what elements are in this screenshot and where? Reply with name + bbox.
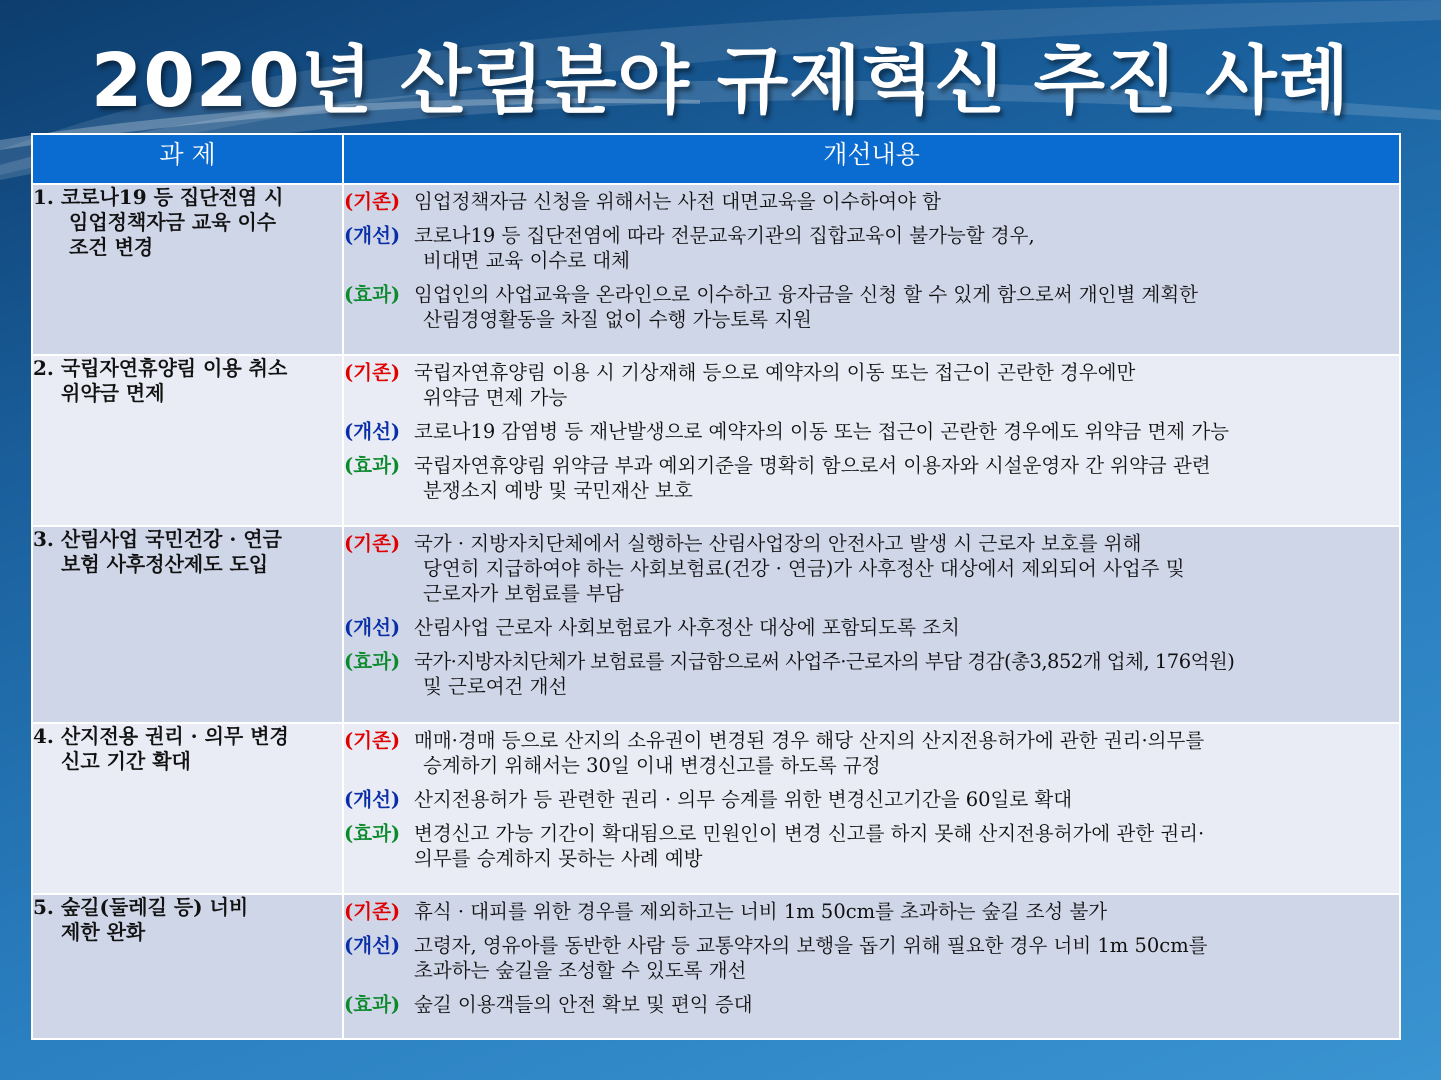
tag-base: (기존) — [344, 361, 401, 384]
task-line: 3. 산림사업 국민건강 · 연금 — [33, 527, 282, 551]
task-line: 위약금 면제 — [61, 381, 165, 405]
text-line: 승계하기 위해서는 30일 이내 변경신고를 하도록 규정 — [423, 754, 881, 777]
text-line: 위약금 면제 가능 — [423, 386, 568, 409]
text-line: 분쟁소지 예방 및 국민재산 보호 — [423, 479, 693, 502]
task-cell — [32, 184, 343, 355]
item-improvement — [344, 223, 1399, 273]
task-line: 제한 완화 — [61, 920, 146, 944]
text-line: 휴식 · 대피를 위한 경우를 제외하고는 너비 1m 50cm를 초과하는 숲길 조성 불가 — [414, 900, 1108, 923]
item-improvement — [344, 419, 1399, 444]
text-line: 의무를 승계하지 못하는 사례 예방 — [414, 847, 703, 870]
item-base — [344, 189, 1399, 214]
task-cell — [32, 723, 343, 894]
text-line: 당연히 지급하여야 하는 사회보험료(건강 · 연금)가 사후정산 대상에서 제외되어 사업주 및 — [423, 557, 1185, 580]
table-row — [32, 526, 1400, 723]
tag-base: (기존) — [344, 729, 401, 752]
tag-improvement: (개선) — [344, 934, 401, 957]
item-effect — [344, 282, 1399, 332]
text-line: 국립자연휴양림 위약금 부과 예외기준을 명확히 함으로서 이용자와 시설운영자 간 위약금 관련 — [414, 454, 1211, 477]
text-line: 고령자, 영유아를 동반한 사람 등 교통약자의 보행을 돕기 위해 필요한 경우 너비 1m 50cm를 — [414, 934, 1208, 957]
item-improvement — [344, 787, 1399, 812]
details-cell — [343, 526, 1400, 723]
task-line: 임업정책자금 교육 이수 — [69, 210, 277, 234]
text-line: 산림경영활동을 차질 없이 수행 가능토록 지원 — [423, 308, 812, 331]
text-line: 산림사업 근로자 사회보험료가 사후정산 대상에 포함되도록 조치 — [414, 616, 960, 639]
tag-base: (기존) — [344, 900, 401, 923]
text-line: 국립자연휴양림 이용 시 기상재해 등으로 예약자의 이동 또는 접근이 곤란한 경우에만 — [414, 361, 1136, 384]
item-improvement — [344, 933, 1399, 983]
text-line: 변경신고 가능 기간이 확대됨으로 민원인이 변경 신고를 하지 못해 산지전용허가에 관한 권리· — [414, 822, 1205, 845]
text-line: 숲길 이용객들의 안전 확보 및 편익 증대 — [414, 993, 753, 1016]
tag-improvement: (개선) — [344, 420, 401, 443]
details-cell — [343, 723, 1400, 894]
table-row — [32, 723, 1400, 894]
text-line: 코로나19 감염병 등 재난발생으로 예약자의 이동 또는 접근이 곤란한 경우에도 위약금 면제 가능 — [414, 420, 1230, 443]
text-line: 코로나19 등 집단전염에 따라 전문교육기관의 집합교육이 불가능할 경우, — [414, 224, 1035, 247]
tag-improvement: (개선) — [344, 224, 401, 247]
text-line: 임업정책자금 신청을 위해서는 사전 대면교육을 이수하여야 함 — [414, 190, 941, 213]
text-line: 산지전용허가 등 관련한 권리 · 의무 승계를 위한 변경신고기간을 60일로 확대 — [414, 788, 1073, 811]
tag-improvement: (개선) — [344, 788, 401, 811]
tag-effect: (효과) — [344, 283, 401, 306]
text-line: 국가·지방자치단체가 보험료를 지급함으로써 사업주·근로자의 부담 경감(총3,852개 업체, 176억원) — [414, 650, 1235, 673]
table-row — [32, 894, 1400, 1039]
tag-effect: (효과) — [344, 822, 401, 845]
text-line: 국가 · 지방자치단체에서 실행하는 산림사업장의 안전사고 발생 시 근로자 보호를 위해 — [414, 532, 1142, 555]
tag-effect: (효과) — [344, 993, 401, 1016]
details-cell — [343, 355, 1400, 526]
text-line: 초과하는 숲길을 조성할 수 있도록 개선 — [414, 959, 747, 982]
details-cell — [343, 894, 1400, 1039]
text-line: 임업인의 사업교육을 온라인으로 이수하고 융자금을 신청 할 수 있게 함으로써 개인별 계획한 — [414, 283, 1198, 306]
item-effect — [344, 821, 1399, 871]
tag-improvement: (개선) — [344, 616, 401, 639]
item-effect — [344, 453, 1399, 503]
item-effect — [344, 649, 1399, 699]
task-line: 4. 산지전용 권리 · 의무 변경 — [33, 724, 289, 748]
task-line: 신고 기간 확대 — [61, 749, 191, 773]
text-line: 근로자가 보험료를 부담 — [423, 582, 624, 605]
task-cell — [32, 526, 343, 723]
tag-base: (기존) — [344, 532, 401, 555]
details-cell — [343, 184, 1400, 355]
tag-effect: (효과) — [344, 454, 401, 477]
regulation-table — [31, 133, 1401, 1040]
task-cell — [32, 894, 343, 1039]
task-line: 보험 사후정산제도 도입 — [61, 552, 269, 576]
item-base — [344, 360, 1399, 410]
header-task: 과 제 — [32, 134, 343, 184]
item-base — [344, 531, 1399, 606]
task-line: 5. 숲길(둘레길 등) 너비 — [33, 895, 249, 919]
tag-effect: (효과) — [344, 650, 401, 673]
header-content: 개선내용 — [343, 134, 1400, 184]
page-title: 2020년 산림분야 규제혁신 추진 사례 — [90, 38, 1351, 124]
task-line: 1. 코로나19 등 집단전염 시 — [33, 185, 284, 209]
task-cell — [32, 355, 343, 526]
item-effect — [344, 992, 1399, 1017]
table-row — [32, 355, 1400, 526]
task-line: 조건 변경 — [69, 235, 154, 259]
text-line: 비대면 교육 이수로 대체 — [423, 249, 630, 272]
item-base — [344, 728, 1399, 778]
item-improvement — [344, 615, 1399, 640]
tag-base: (기존) — [344, 190, 401, 213]
task-line: 2. 국립자연휴양림 이용 취소 — [33, 356, 288, 380]
text-line: 및 근로여건 개선 — [423, 675, 568, 698]
table-row — [32, 184, 1400, 355]
text-line: 매매·경매 등으로 산지의 소유권이 변경된 경우 해당 산지의 산지전용허가에 관한 권리·의무를 — [414, 729, 1205, 752]
item-base — [344, 899, 1399, 924]
